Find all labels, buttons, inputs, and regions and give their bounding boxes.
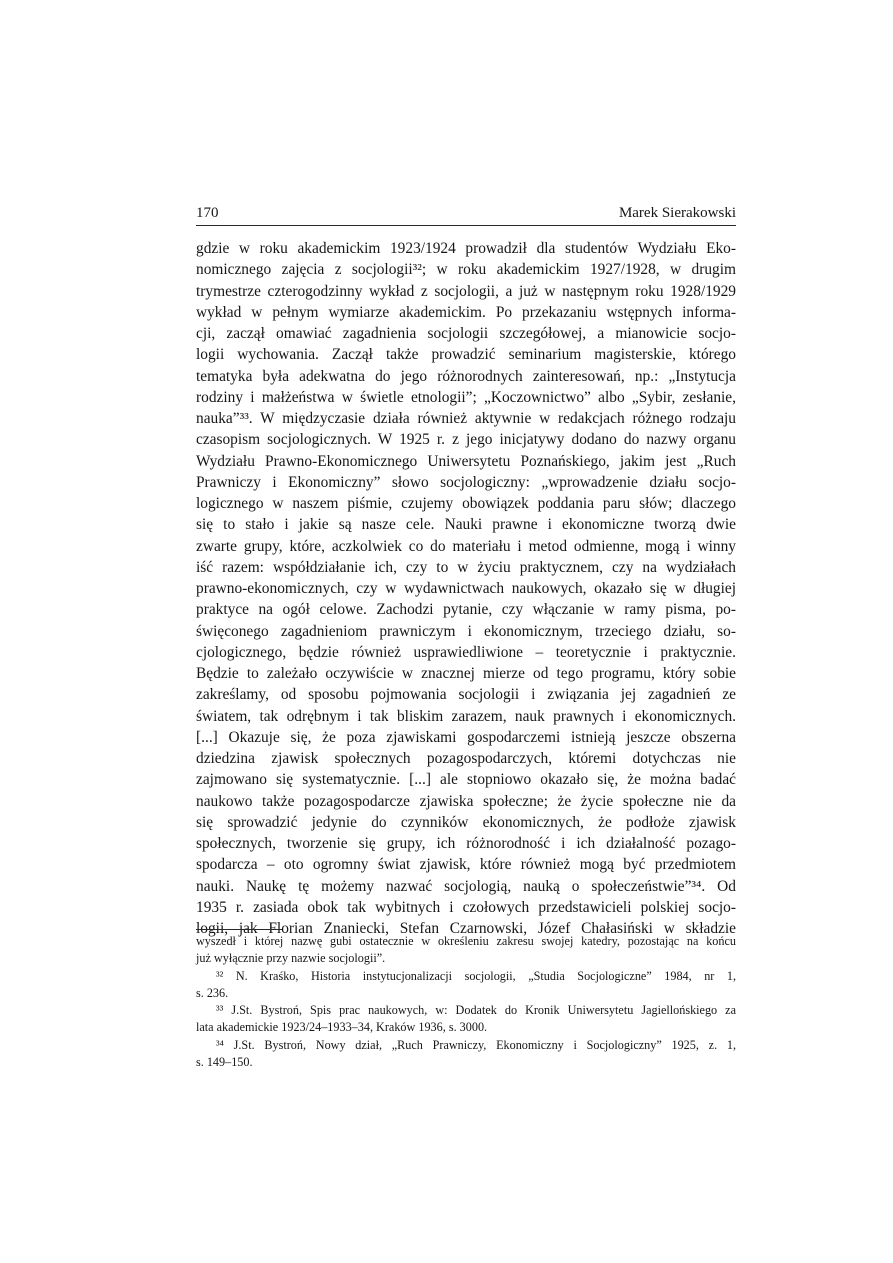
body-line: zwarte grupy, które, aczkolwiek co do materiału i metod odmienne, mogą i winny — [196, 537, 736, 555]
body-line: cji, zaczął omawiać zagadnienia socjologii szczegółowej, a mianowicie socjo- — [196, 325, 736, 342]
body-line: 1935 r. zasiada obok tak wybitnych i czołowych przedstawicieli polskiej socjo- — [196, 898, 736, 916]
footnote-separator — [196, 929, 282, 930]
running-header-author: Marek Sierakowski — [618, 205, 736, 221]
body-line: gdzie w roku akademickim 1923/1924 prowadził dla studentów Wydziału Eko- — [196, 240, 736, 257]
body-line: zakreślamy, od sposobu pojmowania socjologii i związania jej zagadnień ze — [196, 686, 736, 704]
body-line: Prawniczy i Ekonomiczny” słowo socjologiczny: „wprowadzenie działu socjo- — [196, 473, 736, 491]
footnote-line: lata akademickie 1923/24–1933–34, Kraków 1936, s. 3000. — [196, 1020, 488, 1035]
body-line: święconego zagadnieniom prawniczym i ekonomicznym, trzeciego działu, so- — [196, 622, 736, 640]
body-line: się to stało i jakie są nasze cele. Nauki prawne i ekonomiczne tworzą dwie — [196, 516, 736, 534]
footnote-32: ³² N. Kraśko, Historia instytucjonalizacji socjologii, „Studia Socjologiczne” 1984, nr 1, — [216, 968, 736, 983]
body-line: zajmowano się systematycznie. [...] ale stopniowo okazało się, że można badać — [196, 771, 736, 789]
body-line: logii, jak Florian Znaniecki, Stefan Czarnowski, Józef Chałasiński w składzie — [196, 920, 736, 937]
footnote-line: już wyłącznie przy nazwie socjologii”. — [196, 951, 386, 966]
body-line: się sprowadzić jedynie do czynników ekonomicznych, że podłoże zjawisk — [196, 813, 736, 831]
body-line: praktyce na ogół celowe. Zachodzi pytanie, czy włączanie w ramy pisma, po- — [196, 601, 736, 619]
body-line: logii wychowania. Zaczął także prowadzić seminarium magisterskie, którego — [196, 346, 736, 364]
body-line: nauki. Naukę tę możemy nazwać socjologią, nauką o społeczeństwie”³⁴. Od — [196, 877, 736, 895]
body-line: tematyka była adekwatna do jego różnorodnych zainteresowań, np.: „Instytucja — [196, 367, 736, 385]
body-line: Wydziału Prawno-Ekonomicznego Uniwersytetu Poznańskiego, jakim jest „Ruch — [196, 452, 736, 470]
body-line: spodarcza – oto ogromny świat zjawisk, które również mogą być przedmiotem — [196, 856, 736, 874]
body-text — [196, 238, 736, 939]
body-line: logicznego w naszem piśmie, czujemy obowiązek poddania paru słów; dlaczego — [196, 495, 736, 512]
body-line: trymestrze czterogodzinny wykład z socjologii, a już w następnym roku 1928/1929 — [196, 282, 736, 300]
page-number: 170 — [196, 205, 219, 221]
body-line: naukowo także pozagospodarcze zjawiska społeczne; że życie społeczne nie da — [196, 792, 736, 810]
body-line: światem, tak odrębnym i tak bliskim zarazem, nauk prawnych i ekonomicznych. — [196, 707, 736, 725]
footnote-line: wyszedł i której nazwę gubi ostatecznie w określeniu zakresu swojej katedry, pozostając na końcu — [196, 934, 736, 948]
body-line: cjologicznego, będzie również usprawiedliwione – teoretycznie i praktycznie. — [196, 643, 736, 661]
body-line: [...] Okazuje się, że poza zjawiskami gospodarczemi istnieją jeszcze obszerna — [196, 728, 736, 746]
body-line: prawno-ekonomicznych, czy w wydawnictwach naukowych, okazało się w długiej — [196, 580, 736, 597]
footnote-34: ³⁴ J.St. Bystroń, Nowy dział, „Ruch Prawniczy, Ekonomiczny i Socjologiczny” 1925, z. 1, — [216, 1037, 736, 1052]
running-header — [196, 203, 736, 226]
body-line: Będzie to zależało oczywiście w znacznej mierze od tego programu, który sobie — [196, 665, 736, 682]
body-line: nauka”³³. W międzyczasie działa również aktywnie w redakcjach różnego rodzaju — [196, 410, 736, 427]
footnote-line: s. 236. — [196, 985, 229, 1000]
body-line: społecznych, tworzenie się grupy, ich różnorodność i ich działalność pozago- — [196, 835, 736, 852]
body-line: iść razem: współdziałanie ich, czy to w życiu praktycznem, czy na wydziałach — [196, 558, 736, 576]
body-line: rodziny i małżeństwa w świetle etnologii”; „Koczownictwo” albo „Sybir, zesłanie, — [196, 388, 736, 406]
body-line: nomicznego zajęcia z socjologii³²; w roku akademickim 1927/1928, w drugim — [196, 261, 736, 279]
footnote-line: s. 149–150. — [196, 1055, 253, 1070]
body-line: dziedzina zjawisk społecznych pozagospodarczych, któremi dotychczas nie — [196, 750, 736, 767]
footnotes — [196, 933, 736, 1071]
body-line: wykład w pełnym wymiarze akademickim. Po przekazaniu wstępnych informa- — [196, 303, 736, 321]
footnote-33: ³³ J.St. Bystroń, Spis prac naukowych, w: Dodatek do Kronik Uniwersytetu Jagiellońskiego za — [216, 1003, 736, 1018]
body-line: czasopism socjologicznych. W 1925 r. z jego inicjatywy dodano do nazwy organu — [196, 431, 736, 449]
